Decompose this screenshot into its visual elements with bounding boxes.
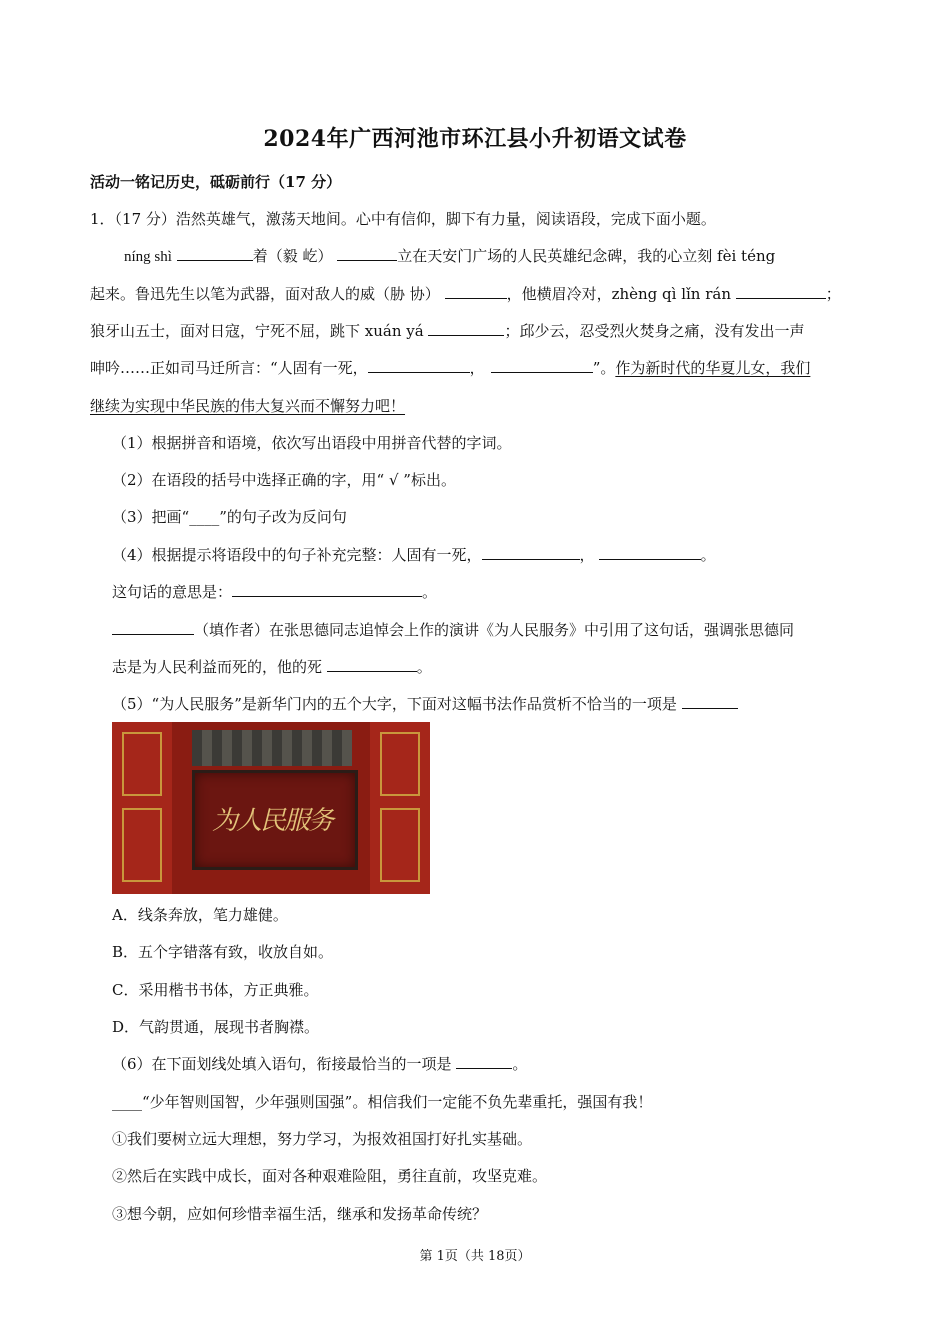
passage-text: 狼牙山五士，面对日寇，宁死不屈，跳下 xuán yá [90, 322, 424, 340]
passage-line-4 [90, 358, 810, 378]
subquestion-text: 。 [700, 546, 716, 564]
question-intro: 1．（17 分）浩然英雄气，激荡天地间。心中有信仰，脚下有力量，阅读语段，完成下面小题。 [90, 210, 716, 228]
passage-text: ，他横眉冷对，zhèng qì lǐn rán [506, 285, 731, 303]
passage-line-1 [124, 246, 775, 267]
choice-3: ③想今朝，应如何珍惜幸福生活，继承和发扬革命传统？ [112, 1205, 488, 1223]
subquestion-text: 这句话的意思是： [112, 583, 233, 601]
answer-blank[interactable] [177, 246, 253, 261]
answer-blank[interactable] [445, 284, 507, 299]
underlined-sentence: 作为新时代的华夏儿女，我们 [615, 359, 811, 377]
author-line-1 [112, 620, 794, 640]
subquestion-2: （2）在语段的括号中选择正确的字，用“ √ ”标出。 [112, 471, 456, 489]
subquestion-6 [112, 1054, 527, 1074]
section-heading: 活动一铭记历史，砥砺前行（17 分） [90, 173, 342, 191]
passage-text: 着（毅 屹） [252, 247, 333, 265]
subquestion-text: （填作者）在张思德同志追悼会上作的演讲《为人民服务》中引用了这句话，强调张思德同 [194, 621, 795, 639]
option-b: B．五个字错落有致，收放自如。 [112, 943, 334, 961]
author-line-2 [112, 657, 432, 677]
answer-blank[interactable] [599, 545, 701, 560]
meaning-line [112, 582, 437, 602]
calligraphy-photo [112, 722, 430, 894]
subquestion-text: （5）“为人民服务”是新华门内的五个大字，下面对这幅书法作品赏析不恰当的一项是 [112, 695, 677, 713]
option-a: A．线条奔放，笔力雄健。 [112, 906, 288, 924]
subquestion-5 [112, 694, 738, 714]
passage-text: ”。 [592, 359, 616, 377]
passage-text: ， [469, 359, 485, 377]
subquestion-text: （6）在下面划线处填入语句，衔接最恰当的一项是 [112, 1055, 452, 1073]
answer-blank[interactable] [428, 321, 504, 336]
subquestion-1: （1）根据拼音和语境，依次写出语段中用拼音代替的字词。 [112, 434, 512, 452]
page-footer: 第 1页（共 18页） [419, 1249, 531, 1264]
subquestion-text: 。 [416, 658, 432, 676]
passage-text: 起来。鲁迅先生以笔为武器，面对敌人的威（胁 协） [90, 285, 440, 303]
answer-blank[interactable] [482, 545, 580, 560]
choice-1: ①我们要树立远大理想，努力学习，为报效祖国打好扎实基础。 [112, 1130, 533, 1148]
answer-blank[interactable] [682, 694, 738, 709]
answer-blank[interactable] [736, 284, 826, 299]
answer-blank[interactable] [232, 582, 422, 597]
answer-blank[interactable] [456, 1054, 512, 1069]
passage-text: 立在天安门广场的人民英雄纪念碑，我的心立刻 fèi téng [397, 247, 776, 265]
subquestion-text: （4）根据提示将语段中的句子补充完整：人固有一死， [112, 546, 482, 564]
passage-text: ； [825, 285, 841, 303]
pinyin-ningshi: níng shì [124, 249, 172, 265]
answer-blank[interactable] [368, 358, 470, 373]
answer-blank[interactable] [112, 620, 194, 635]
page-title: 2024年广西河池市环江县小升初语文试卷 [263, 126, 687, 152]
passage-line-3 [90, 321, 804, 341]
answer-blank[interactable] [337, 246, 397, 261]
option-d: D．气韵贯通，展现书者胸襟。 [112, 1018, 320, 1036]
passage-text: 呻吟……正如司马迁所言：“人固有一死， [90, 359, 368, 377]
choice-2: ②然后在实践中成长，面对各种艰难险阻，勇往直前，攻坚克难。 [112, 1167, 548, 1185]
quote-blank: ____ [112, 1093, 142, 1111]
subquestion-text: 。 [422, 583, 438, 601]
plaque-calligraphy: 为人民服务 [211, 806, 332, 836]
subquestion-4 [112, 545, 716, 565]
passage-text: ；邱少云，忍受烈火焚身之痛，没有发出一声 [504, 322, 805, 340]
subquestion-text: ， [579, 546, 595, 564]
subquestion-text: 。 [512, 1055, 528, 1073]
option-c: C．采用楷书书体，方正典雅。 [112, 981, 319, 999]
quote-text: “少年智则国智，少年强则国强”。相信我们一定能不负先辈重托，强国有我！ [142, 1093, 653, 1111]
answer-blank[interactable] [491, 358, 593, 373]
answer-blank[interactable] [327, 657, 417, 672]
passage-line-2 [90, 284, 841, 304]
underlined-sentence-cont: 继续为实现中华民族的伟大复兴而不懈努力吧！ [90, 397, 406, 415]
subquestion-text: 志是为人民利益而死的，他的死 [112, 658, 323, 676]
quote-line [112, 1092, 652, 1112]
subquestion-3: （3）把画“____”的句子改为反问句 [112, 508, 347, 526]
